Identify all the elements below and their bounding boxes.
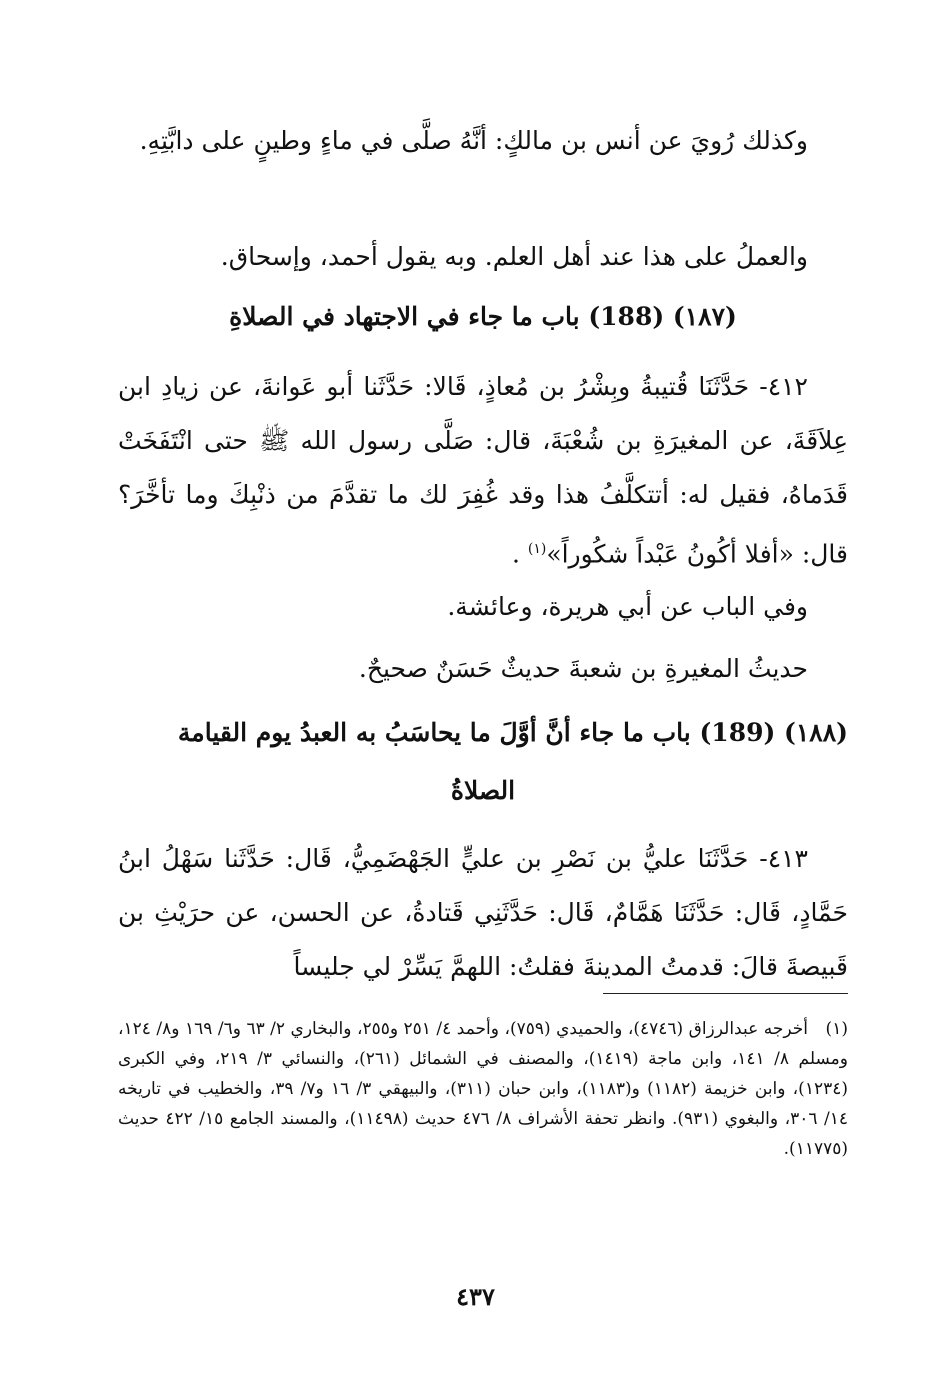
paragraph-text: حديثُ المغيرةِ بن شعبةَ حديثٌ حَسَنٌ صحيحٌ. (358, 654, 808, 683)
heading-text-line1: (١٨٨) (189) باب ما جاء أنَّ أوَّلَ ما يحاسَبُ به العبدُ يوم القيامة (177, 718, 848, 747)
paragraph-in-chapter (118, 580, 848, 634)
hadith-text: ٤١٢- حَدَّثَنَا قُتيبةُ وبِشْرُ بن مُعاذٍ، قَالا: حَدَّثَنا أبو عَوانةَ، عن زيادِ ابن عِلاَقَةَ، عن المغيرَةِ بن شُعْبَةَ، قال: صَلَّى رسول الله ﷺ حتى انْتَفَخَتْ قَدَماهُ، فقيل له: أتتكلَّفُ هذا وقد غُفِرَ لك ما تقدَّمَ من ذنْبِكَ وما تأخَّرَ؟ قال: «أفلا أكُونُ عَبْداً شكُوراً» (118, 372, 848, 569)
hadith-text: ٤١٣- حَدَّثَنَا عليُّ بن نَصْرِ بن عليٍّ الجَهْضَمِيُّ، قَال: حَدَّثَنا سَهْلُ ابنُ حَمَّادٍ، قَال: حَدَّثَنَا هَمَّامٌ، قَال: حَدَّثَنِي قَتادةُ، عن الحسن، عن حرَيْثِ بن قَبيصةَ قالَ: قدمتُ المدينةَ فقلتُ: اللهمَّ يَسِّرْ لي جليساً (118, 844, 848, 981)
paragraph-text: وفي الباب عن أبي هريرة، وعائشة. (447, 592, 808, 621)
chapter-heading-188 (118, 706, 848, 760)
footnote-reference: (١) (527, 541, 547, 557)
hadith-end: . (511, 539, 528, 569)
chapter-heading-187 (118, 290, 848, 344)
footnote-marker: (١) (825, 1019, 848, 1039)
footnote-text: أخرجه عبدالرزاق (٤٧٤٦)، والحميدي (٧٥٩)، وأحمد ٤/ ٢٥١ و٢٥٥، والبخاري ٢/ ٦٣ و٦/ ١٦٩ و٨/ ١٢٤، ومسلم ٨/ ١٤١، وابن ماجة (١٤١٩)، والمصنف في الشمائل (٢٦١)، والنسائي ٣/ ٢١٩، وفي الكبرى (١٢٣٤)، وابن خزيمة (١١٨٢) و(١١٨٣)، وابن حبان (٣١١)، والبيهقي ٣/ ١٦ و٧/ ٣٩، والخطيب في تاريخه ١٤/ ٣٠٦، والبغوي (٩٣١). وانظر تحفة الأشراف ٨/ ٤٧٦ حديث (١١٤٩٨)، والمسند الجامع ١٥/ ٤٢٢ حديث (١١٧٧٥). (118, 1019, 849, 1159)
paragraph-scholars-practice (118, 230, 848, 284)
heading-text-line2: الصلاةُ (450, 776, 516, 805)
hadith-413 (118, 832, 848, 994)
page-number: ٤٣٧ (456, 1282, 495, 1311)
footnote-1 (118, 1014, 848, 1164)
paragraph-text: والعملُ على هذا عند أهل العلم. وبه يقول أحمد، وإسحاق. (220, 242, 808, 271)
footnote-divider (603, 993, 848, 994)
paragraph-anas-report (118, 114, 848, 168)
heading-text: (١٨٧) (188) باب ما جاء في الاجتهاد في الصلاةِ (229, 302, 737, 331)
chapter-heading-188-line2 (118, 764, 848, 818)
hadith-412 (118, 360, 848, 581)
paragraph-grading (118, 642, 848, 696)
paragraph-text: وكذلك رُويَ عن أنس بن مالكٍ: أنَّهُ صلَّى في ماءٍ وطينٍ على دابَّتِهِ. (139, 126, 808, 155)
